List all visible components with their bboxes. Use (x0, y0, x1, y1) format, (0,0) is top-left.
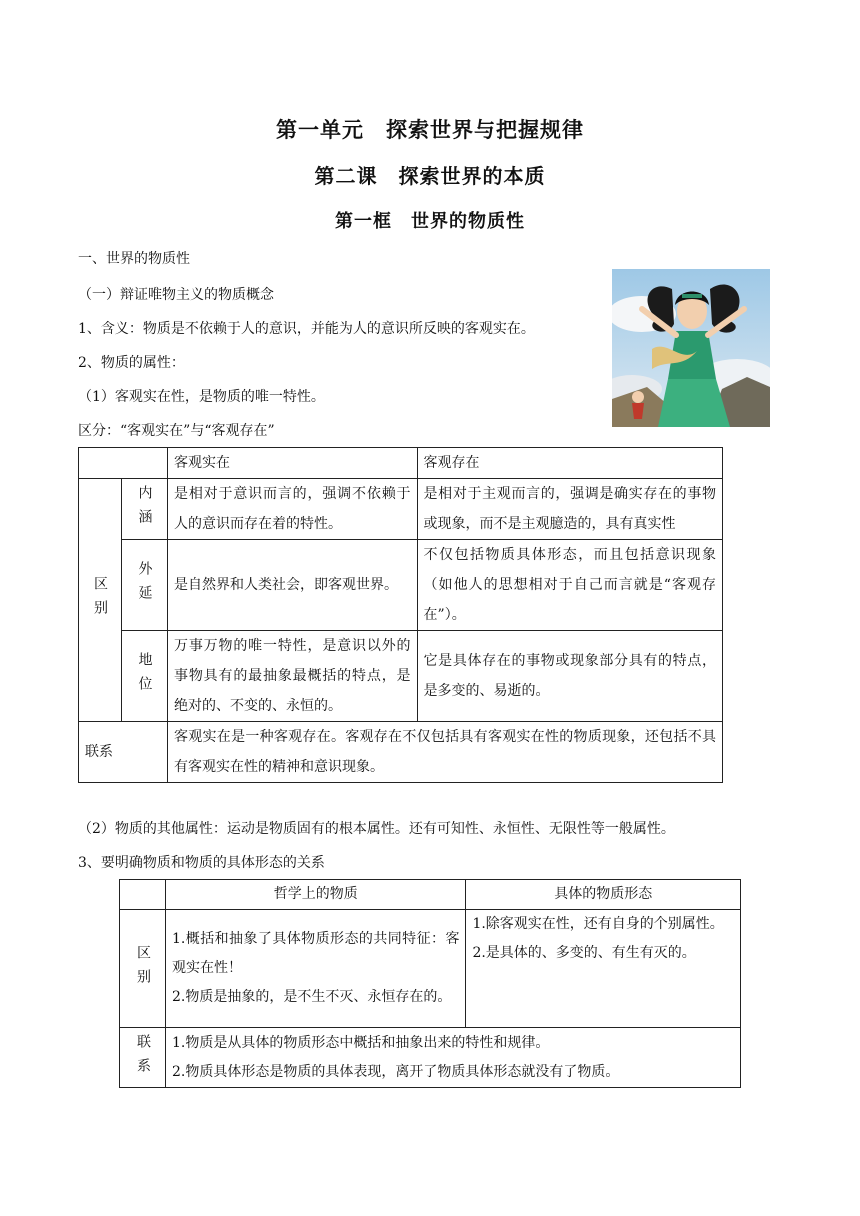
row-label: 内涵 (122, 479, 168, 540)
subsection-heading: （一）辩证唯物主义的物质概念 (78, 287, 274, 303)
table-row (79, 540, 723, 631)
table-cell: 不仅包括物质具体形态，而且包括意识现象（如他人的思想相对于自己而言就是“客观存在”）。 (417, 540, 722, 631)
table-cell (165, 910, 465, 1028)
table-row (79, 722, 723, 783)
table-head-concrete-forms: 具体的物质形态 (466, 880, 741, 910)
difference-label: 区别 (120, 910, 166, 1028)
cell-line: 2.物质是抽象的，是不生不灭、永恒存在的。 (171, 989, 452, 1005)
table-cell: 它是具体存在的事物或现象部分具有的特点，是多变的、易逝的。 (417, 631, 722, 722)
cell-line: 1.概括和抽象了具体物质形态的共同特征：客观实在性！ (171, 931, 460, 976)
attribute-1: （1）客观实在性，是物质的唯一特性。 (78, 389, 325, 405)
link-label: 联系 (79, 722, 168, 783)
cell-line: 2.物质具体形态是物质的具体表现，离开了物质具体形态就没有了物质。 (171, 1063, 620, 1080)
table-header-row (120, 880, 741, 910)
cell-line: 1.除客观实在性，还有自身的个别属性。 (472, 916, 724, 932)
distinction-heading: 区分：“客观实在”与“客观存在” (78, 423, 275, 439)
table-corner-cell (79, 448, 168, 479)
definition-paragraph: 1、含义：物质是不依赖于人的意识，并能为人的意识所反映的客观实在。 (78, 321, 535, 337)
difference-label: 区别 (79, 479, 122, 722)
frame-title: 第一框 世界的物质性 (335, 211, 525, 232)
table-row (79, 631, 723, 722)
row-label: 地位 (122, 631, 168, 722)
row-label: 外延 (122, 540, 168, 631)
relation-heading: 3、要明确物质和物质的具体形态的关系 (78, 855, 325, 871)
table-head-objective-existence: 客观存在 (417, 448, 722, 479)
table-cell (165, 1028, 740, 1088)
comparison-table-1 (78, 447, 723, 783)
comparison-table-2 (119, 879, 741, 1088)
section-heading: 一、世界的物质性 (78, 251, 190, 267)
table-cell: 是自然界和人类社会，即客观世界。 (167, 540, 417, 631)
table-cell: 万事万物的唯一特性，是意识以外的事物具有的最抽象最概括的特点，是绝对的、不变的、永恒的。 (167, 631, 417, 722)
table-header-row (79, 448, 723, 479)
attribute-2: （2）物质的其他属性：运动是物质固有的根本属性。还有可知性、永恒性、无限性等一般属性。 (78, 821, 675, 837)
table-row (79, 479, 723, 540)
cell-line: 2.是具体的、多变的、有生有灭的。 (472, 945, 696, 961)
unit-title: 第一单元 探索世界与把握规律 (276, 117, 584, 142)
table-row (120, 1028, 741, 1088)
table-row (120, 910, 741, 1028)
table-cell: 是相对于主观而言的，强调是确实存在的事物或现象，而不是主观臆造的，具有真实性 (417, 479, 722, 540)
link-label: 联系 (120, 1028, 166, 1088)
table-head-objective-reality: 客观实在 (167, 448, 417, 479)
table-head-philosophical-matter: 哲学上的物质 (165, 880, 465, 910)
attributes-heading: 2、物质的属性： (78, 355, 185, 371)
table-corner-cell (120, 880, 166, 910)
cell-line: 1.物质是从具体的物质形态中概括和抽象出来的特性和规律。 (171, 1034, 550, 1051)
lesson-title: 第二课 探索世界的本质 (314, 164, 546, 188)
table-cell (466, 910, 741, 1028)
goddess-illustration (612, 269, 770, 427)
table-cell: 是相对于意识而言的，强调不依赖于人的意识而存在着的特性。 (167, 479, 417, 540)
link-text: 客观实在是一种客观存在。客观存在不仅包括具有客观实在性的物质现象，还包括不具有客观实在性的精神和意识现象。 (167, 722, 722, 783)
